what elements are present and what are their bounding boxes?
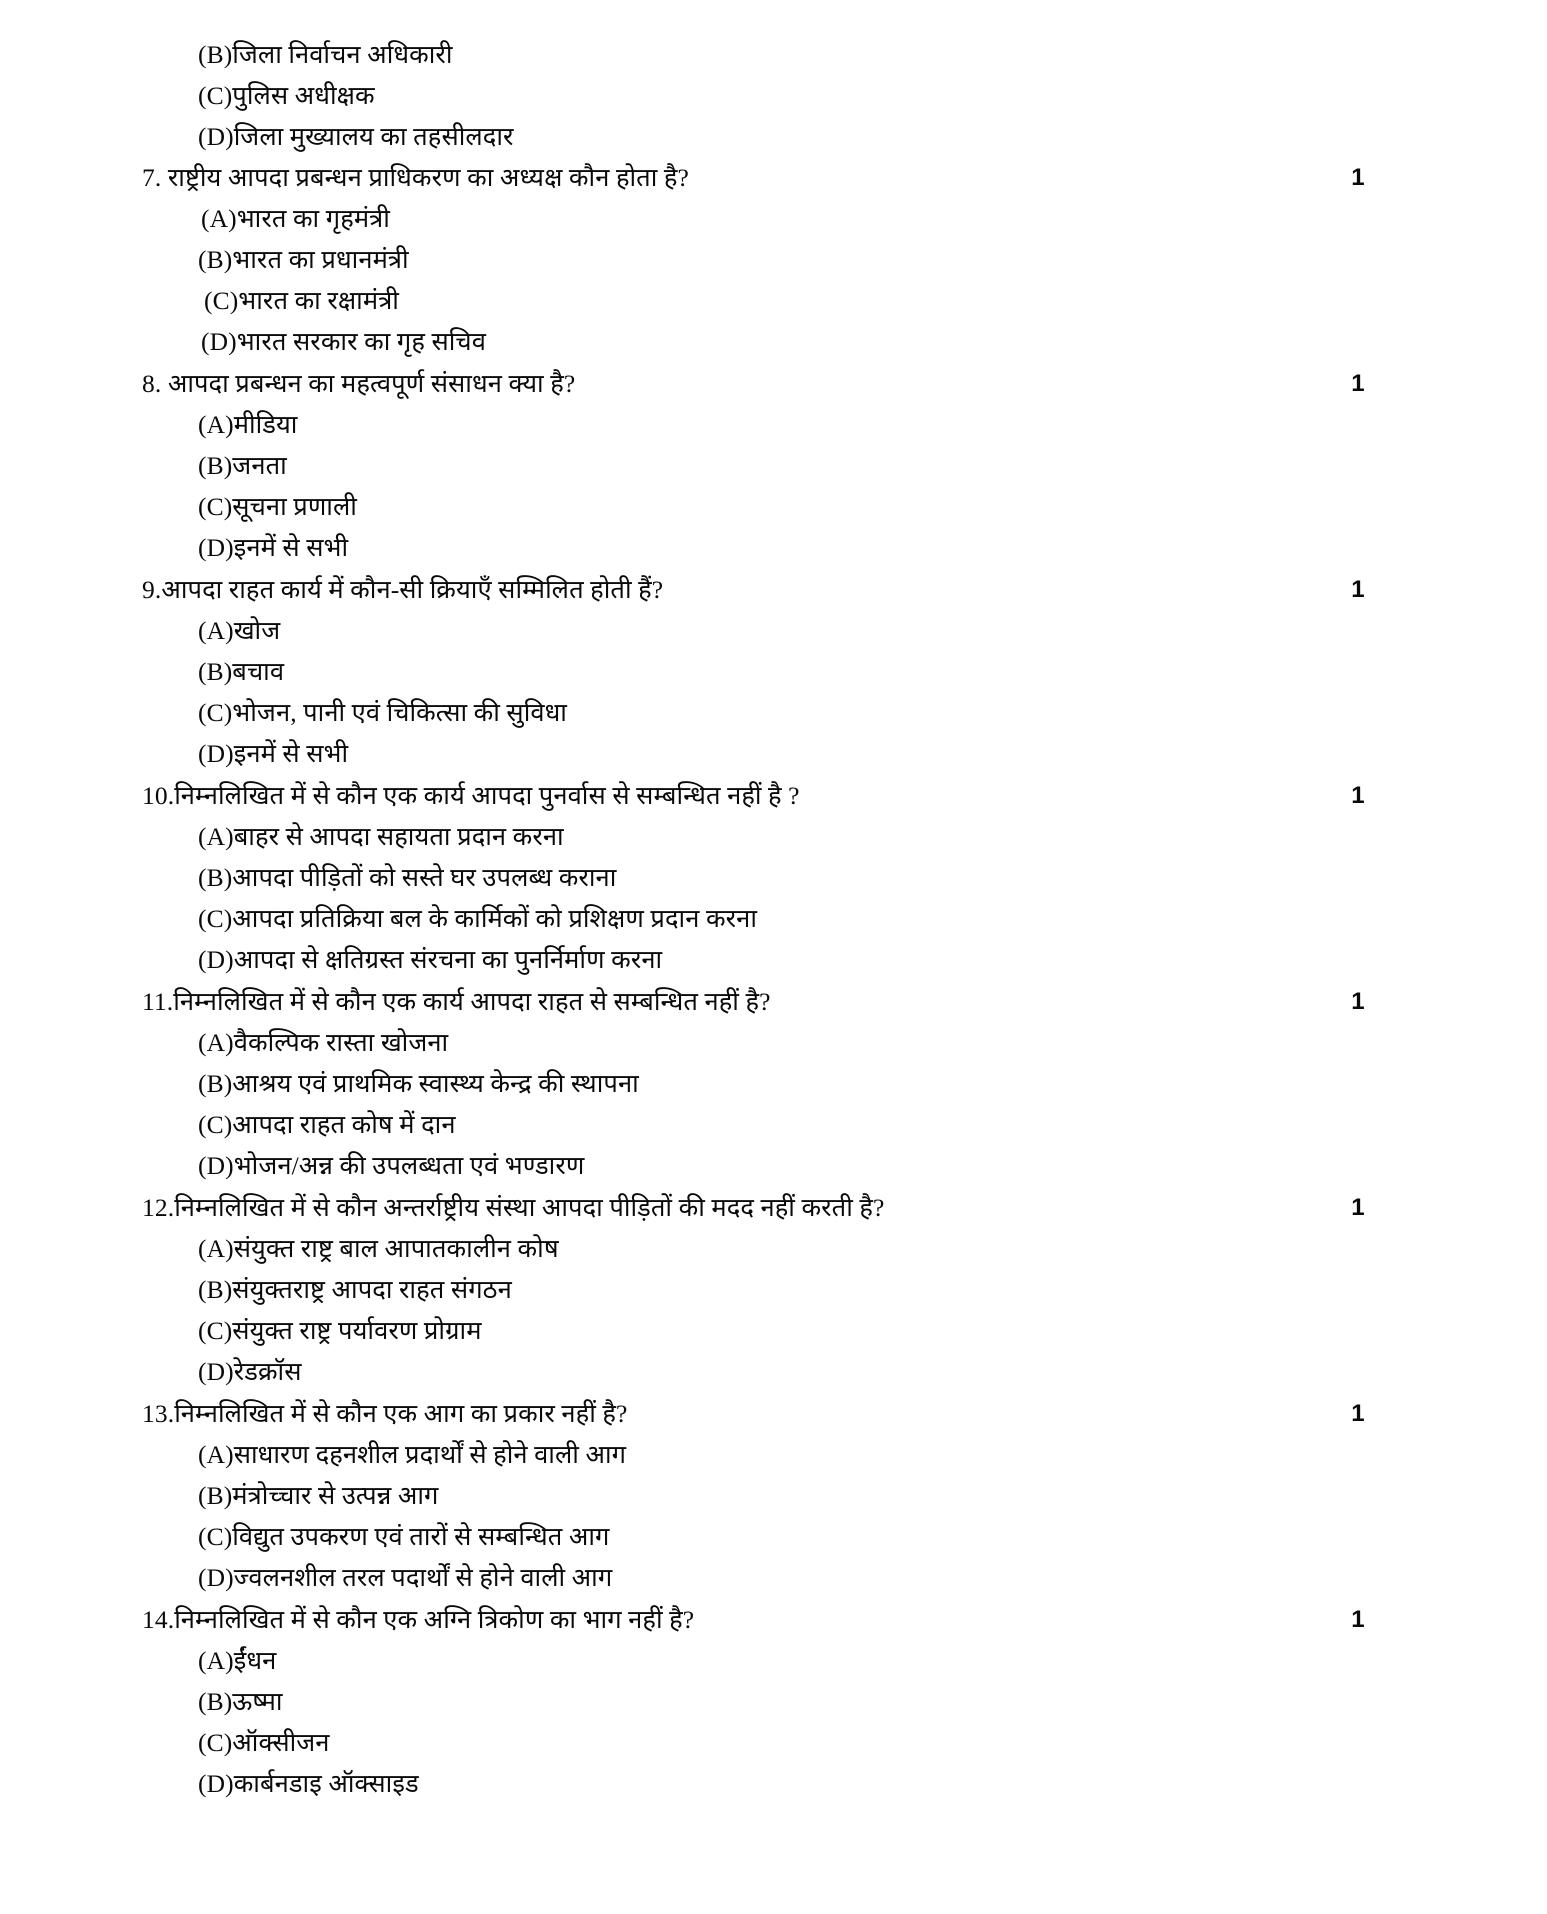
option-text: मीडिया (233, 410, 298, 439)
option-text: बचाव (232, 657, 285, 686)
option-key: (B) (198, 40, 233, 69)
option-row (168, 1310, 1408, 1351)
option-key: (A) (201, 204, 237, 233)
option-row (168, 610, 1408, 651)
option-key: (D) (198, 1357, 234, 1386)
option-key: (D) (198, 739, 234, 768)
question-marks: 1 (1351, 164, 1365, 191)
question-number: 7. (142, 163, 162, 192)
option-row (168, 1022, 1408, 1063)
option-key: (C) (198, 1316, 233, 1345)
option-key: (D) (198, 1151, 234, 1180)
question-body: निम्नलिखित में से कौन एक कार्य आपदा राहत से सम्बन्धित नहीं है? (173, 987, 771, 1016)
option-text: इनमें से सभी (233, 739, 349, 768)
option-text: ज्वलनशील तरल पदार्थों से होने वाली आग (233, 1563, 613, 1592)
question-line (142, 775, 1408, 816)
option-text: संयुक्त राष्ट्र पर्यावरण प्रोग्राम (232, 1316, 482, 1345)
question-block (142, 1393, 1408, 1598)
option-row (168, 1640, 1408, 1681)
option-key: (C) (204, 286, 239, 315)
option-key: (A) (198, 1440, 234, 1469)
option-text: कार्बनडाइ ऑक्साइड (233, 1769, 419, 1798)
question-line (142, 1187, 1408, 1228)
question-number: 12. (142, 1193, 175, 1222)
option-text: ऊष्मा (232, 1687, 283, 1716)
question-body: निम्नलिखित में से कौन एक अग्नि त्रिकोण का भाग नहीं है? (174, 1605, 695, 1634)
option-key: (B) (198, 1481, 233, 1510)
option-row (168, 1228, 1408, 1269)
option-key: (B) (198, 1687, 233, 1716)
option-key: (A) (198, 410, 234, 439)
option-text: इनमें से सभी (233, 533, 349, 562)
option-text: रेडक्रॉस (233, 1357, 302, 1386)
option-row (168, 939, 1408, 980)
option-row (168, 280, 1408, 321)
question-marks: 1 (1351, 370, 1365, 397)
option-row (168, 527, 1408, 568)
question-block (142, 157, 1408, 362)
option-text: विद्युत उपकरण एवं तारों से सम्बन्धित आग (232, 1522, 610, 1551)
question-number: 8. (142, 369, 162, 398)
option-text: आपदा पीड़ितों को सस्ते घर उपलब्ध कराना (232, 863, 617, 892)
option-row (168, 1722, 1408, 1763)
question-text (142, 1187, 904, 1228)
question-block (142, 775, 1408, 980)
option-text: भारत सरकार का गृह सचिव (236, 327, 486, 356)
question-number: 9. (142, 575, 162, 604)
question-block (142, 1599, 1408, 1804)
option-key: (D) (198, 533, 234, 562)
question-text (142, 1599, 714, 1640)
option-key: (A) (198, 1028, 234, 1057)
option-text: ऑक्सीजन (232, 1728, 330, 1757)
option-key: (C) (198, 1110, 233, 1139)
question-line (142, 157, 1408, 198)
option-text: आपदा से क्षतिग्रस्त संरचना का पुनर्निर्माण करना (233, 945, 663, 974)
option-key: (B) (198, 863, 233, 892)
question-block (142, 569, 1408, 774)
option-key: (D) (198, 945, 234, 974)
option-row (168, 1351, 1408, 1392)
option-row (168, 1145, 1408, 1186)
question-text (142, 363, 595, 404)
option-row (168, 1557, 1408, 1598)
option-text: वैकल्पिक रास्ता खोजना (233, 1028, 449, 1057)
option-key: (A) (198, 616, 234, 645)
option-key: (A) (198, 822, 234, 851)
option-text: जनता (232, 451, 287, 480)
question-number: 10. (142, 781, 175, 810)
question-marks: 1 (1351, 782, 1365, 809)
question-marks: 1 (1351, 576, 1365, 603)
option-key: (D) (198, 1563, 234, 1592)
option-row (168, 486, 1408, 527)
option-text: साधारण दहनशील प्रदार्थों से होने वाली आग (233, 1440, 627, 1469)
option-text: भोजन/अन्न की उपलब्धता एवं भण्डारण (233, 1151, 585, 1180)
question-block (142, 363, 1408, 568)
option-key: (C) (198, 904, 233, 933)
question-marks: 1 (1351, 1194, 1365, 1221)
question-line (142, 363, 1408, 404)
question-body: निम्नलिखित में से कौन एक कार्य आपदा पुनर्वास से सम्बन्धित नहीं है ? (174, 781, 800, 810)
option-row (168, 816, 1408, 857)
option-text: संयुक्तराष्ट्र आपदा राहत संगठन (232, 1275, 512, 1304)
option-text: संयुक्त राष्ट्र बाल आपातकालीन कोष (233, 1234, 559, 1263)
option-key: (B) (198, 1069, 233, 1098)
option-row (168, 857, 1408, 898)
question-paper-content (142, 34, 1408, 1805)
option-text: सूचना प्रणाली (232, 492, 358, 521)
continuation-options-block (168, 34, 1408, 157)
option-row (168, 404, 1408, 445)
question-body: आपदा प्रबन्धन का महत्वपूर्ण संसाधन क्या है? (167, 369, 576, 398)
option-text: पुलिस अधीक्षक (232, 81, 375, 110)
option-key: (A) (198, 1646, 234, 1675)
option-text: आपदा राहत कोष में दान (232, 1110, 456, 1139)
option-key: (C) (198, 698, 233, 727)
option-key: (C) (198, 81, 233, 110)
option-key: (B) (198, 1275, 233, 1304)
option-row (168, 198, 1408, 239)
option-row (168, 1763, 1408, 1804)
question-text (142, 981, 791, 1022)
option-text: भारत का प्रधानमंत्री (232, 245, 409, 274)
option-key: (D) (201, 327, 237, 356)
option-row (168, 1475, 1408, 1516)
option-row (168, 75, 1408, 116)
question-marks: 1 (1351, 1400, 1365, 1427)
option-text: जिला मुख्यालय का तहसीलदार (233, 122, 514, 151)
option-key: (C) (198, 492, 233, 521)
option-row (168, 692, 1408, 733)
option-row (168, 116, 1408, 157)
question-marks: 1 (1351, 1606, 1365, 1633)
question-line (142, 1599, 1408, 1640)
option-key: (B) (198, 245, 233, 274)
option-row (168, 1681, 1408, 1722)
question-line (142, 569, 1408, 610)
option-text: आपदा प्रतिक्रिया बल के कार्मिकों को प्रशिक्षण प्रदान करना (232, 904, 758, 933)
question-block (142, 981, 1408, 1186)
option-text: मंत्रोच्चार से उत्पन्न आग (232, 1481, 439, 1510)
option-row (168, 733, 1408, 774)
option-key: (A) (198, 1234, 234, 1263)
question-line (142, 1393, 1408, 1434)
option-text: भारत का गृहमंत्री (236, 204, 390, 233)
option-row (168, 651, 1408, 692)
question-number: 11. (142, 987, 174, 1016)
option-key: (D) (198, 1769, 234, 1798)
option-key: (B) (198, 657, 233, 686)
option-row (168, 1104, 1408, 1145)
option-row (168, 445, 1408, 486)
question-body: आपदा राहत कार्य में कौन-सी क्रियाएँ सम्मिलित होती हैं? (161, 575, 664, 604)
question-marks: 1 (1351, 988, 1365, 1015)
option-key: (B) (198, 451, 233, 480)
question-number: 14. (142, 1605, 175, 1634)
option-key: (C) (198, 1522, 233, 1551)
option-row (168, 321, 1408, 362)
option-text: जिला निर्वाचन अधिकारी (232, 40, 453, 69)
option-text: बाहर से आपदा सहायता प्रदान करना (233, 822, 564, 851)
option-text: भोजन, पानी एवं चिकित्सा की सुविधा (232, 698, 567, 727)
option-text: खोज (233, 616, 281, 645)
option-row (168, 1269, 1408, 1310)
question-text (142, 1393, 647, 1434)
option-row (168, 34, 1408, 75)
option-row (168, 898, 1408, 939)
option-key: (D) (198, 122, 234, 151)
option-key: (C) (198, 1728, 233, 1757)
question-block (142, 1187, 1408, 1392)
question-number: 13. (142, 1399, 175, 1428)
question-text (142, 569, 683, 610)
question-line (142, 981, 1408, 1022)
question-text (142, 775, 820, 816)
question-text (142, 157, 709, 198)
option-text: आश्रय एवं प्राथमिक स्वास्थ्य केन्द्र की स्थापना (232, 1069, 639, 1098)
option-text: भारत का रक्षामंत्री (238, 286, 399, 315)
option-row (168, 1516, 1408, 1557)
option-row (168, 1063, 1408, 1104)
question-body: राष्ट्रीय आपदा प्रबन्धन प्राधिकरण का अध्यक्ष कौन होता है? (167, 163, 689, 192)
option-row (168, 239, 1408, 280)
question-body: निम्नलिखित में से कौन एक आग का प्रकार नहीं है? (174, 1399, 628, 1428)
question-body: निम्नलिखित में से कौन अन्तर्राष्ट्रीय संस्था आपदा पीड़ितों की मदद नहीं करती है? (174, 1193, 885, 1222)
option-row (168, 1434, 1408, 1475)
option-text: ईंधन (233, 1646, 277, 1675)
